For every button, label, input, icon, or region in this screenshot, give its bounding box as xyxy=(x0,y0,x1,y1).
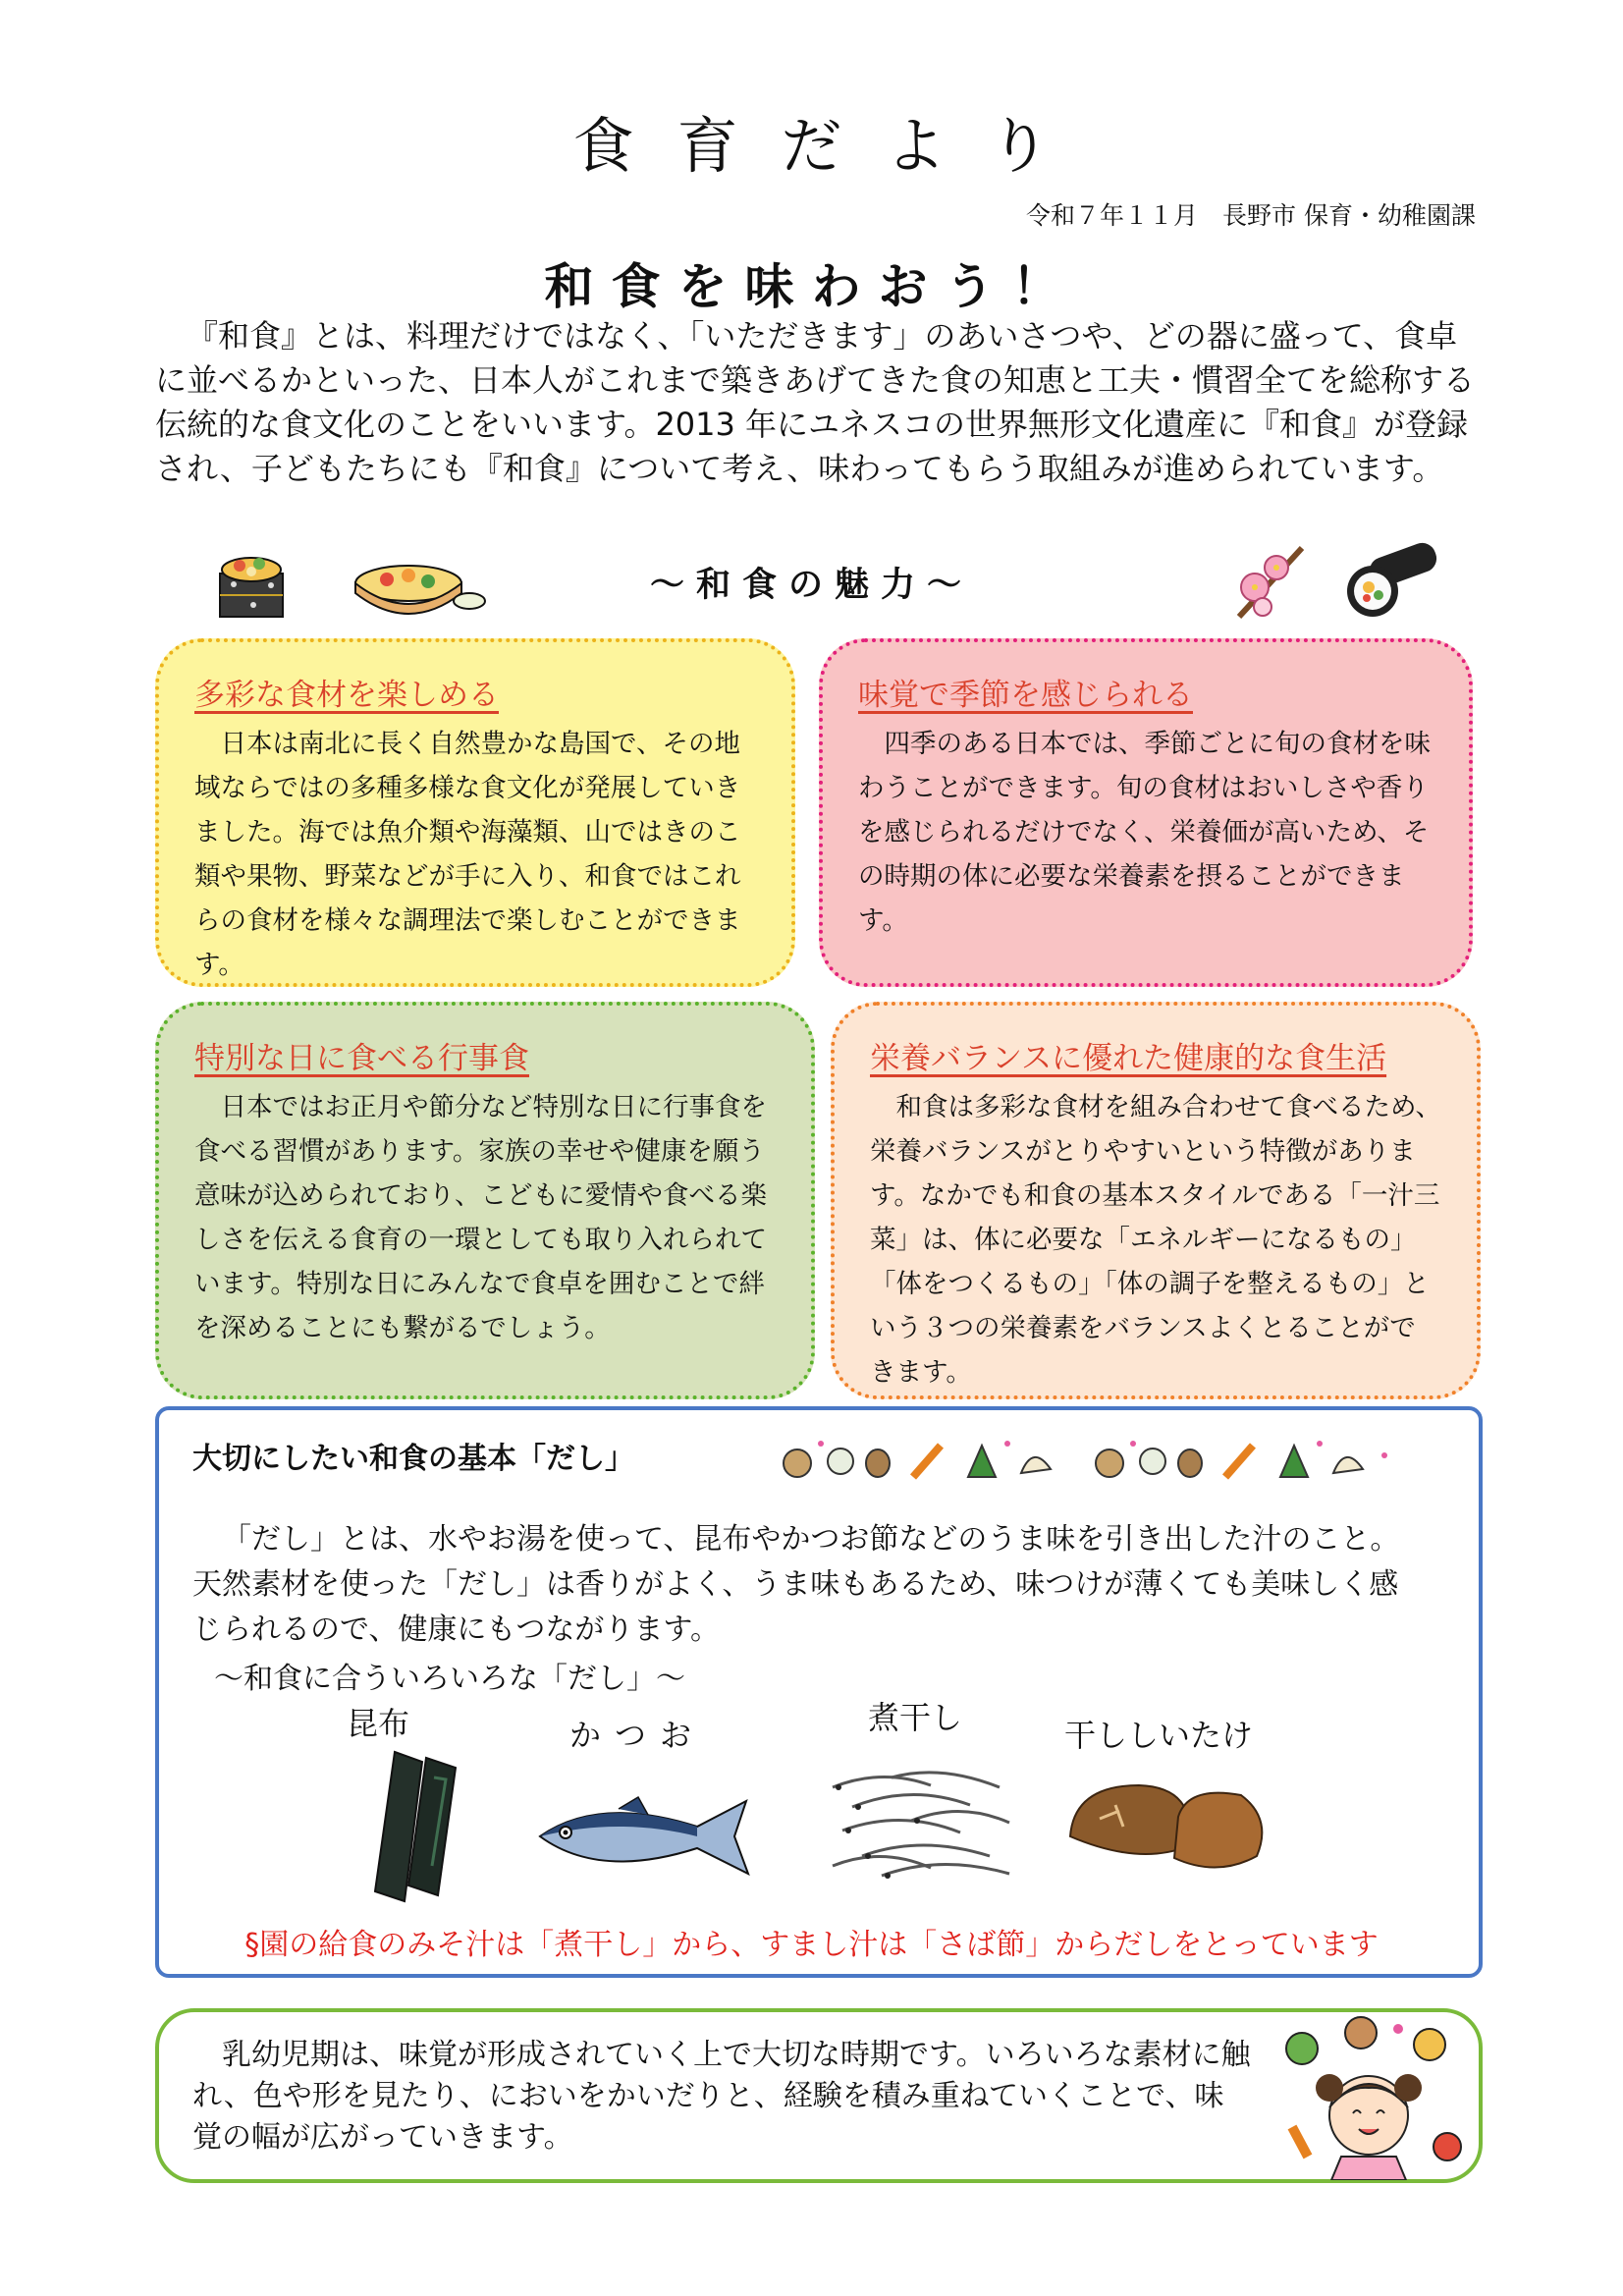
dashi-label-bonito: かつお xyxy=(569,1717,706,1754)
feature-box-tastes xyxy=(155,638,795,987)
feature-body-events: 日本ではお正月や節分など特別な日に行事食を食べる習慣があります。家族の幸せや健康を願う意味が込められており、こどもに愛情や食べる楽しさを伝える食育の一環としても取り入れられています。特別な日にみんなで食卓を囲むことで絆を深めることにも繋がるでしょう。 xyxy=(194,1092,767,1343)
feature-box-events xyxy=(155,1002,815,1399)
feature-title-tastes: 多彩な食材を楽しめる xyxy=(194,678,499,713)
feature-body-tastes: 日本は南北に長く自然豊かな島国で、その地域ならではの多種多様な食文化が発展していきました。海では魚介類や海藻類、山ではきのこ類や果物、野菜などが手に入り、和食ではこれらの食材を様々な調理法で楽しむことができます。 xyxy=(194,729,741,980)
dashi-subtitle: ～和食に合ういろいろな「だし」～ xyxy=(214,1662,685,1696)
dried-shiitake-icon xyxy=(1060,1768,1276,1886)
kombu-icon xyxy=(365,1748,463,1905)
vegetable-border-icon xyxy=(776,1434,1443,1489)
page-title: 食育だより xyxy=(572,110,1094,182)
feature-title-events: 特別な日に食べる行事食 xyxy=(194,1041,529,1076)
dashi-label-shiitake: 干ししいたけ xyxy=(1064,1717,1254,1754)
bonito-icon xyxy=(530,1787,766,1886)
issue-date-line: 令和７年１１月 長野市 保育・幼稚園課 xyxy=(1026,201,1476,230)
intro-paragraph: 『和食』とは、料理だけではなく、「いただきます」のあいさつや、どの器に盛って、食卓に並べるかといった、日本人がこれまで築きあげてきた食の知恵と工夫・慣習全てを総称する伝統的な食文化のことをいいます。2013 年にユネスコの世界無形文化遺産に『和食』が登録され、子どもたちにも『和食』について考え、味わってもらう取組みが進められています。 xyxy=(155,317,1476,487)
dashi-label-niboshi: 煮干し xyxy=(868,1699,963,1736)
feature-title-season: 味覚で季節を感じられる xyxy=(858,678,1193,713)
plum-blossom-icon xyxy=(1233,538,1322,621)
feature-title-balance: 栄養バランスに優れた健康的な食生活 xyxy=(870,1041,1387,1076)
dashi-description: 「だし」とは、水やお湯を使って、昆布やかつお節などのうま味を引き出した汁のこと。天然素材を使った「だし」は香りがよく、うま味もあるため、味つけが薄くても美味しく感じられるので、健康にもつながります。 xyxy=(192,1522,1400,1647)
jubako-icon xyxy=(214,548,295,621)
child-with-vegetables-icon xyxy=(1272,2009,1469,2180)
feature-box-season xyxy=(819,638,1473,987)
niboshi-icon xyxy=(823,1758,1019,1895)
chirashi-sushi-icon xyxy=(352,554,489,619)
feature-box-balance xyxy=(831,1002,1481,1399)
feature-body-season: 四季のある日本では、季節ごとに旬の食材を味わうことができます。旬の食材はおいしさや香りを感じられるだけでなく、栄養価が高いため、その時期の体に必要な栄養素を摂ることができます。 xyxy=(858,729,1431,936)
feature-body-balance: 和食は多彩な食材を組み合わせて食べるため、栄養バランスがとりやすいという特徴があります。なかでも和食の基本スタイルである「一汁三菜」は、体に必要な「エネルギーになるもの」「体をつくるもの」「体の調子を整えるもの」という３つの栄養素をバランスよくとることができます。 xyxy=(870,1092,1441,1388)
headline: 和食を味わおう！ xyxy=(544,258,1079,315)
dashi-title: 大切にしたい和食の基本「だし」 xyxy=(192,1442,634,1476)
dashi-note: §園の給食のみそ汁は「煮干し」から、すまし汁は「さば節」からだしをとっています xyxy=(244,1928,1379,1962)
ehomaki-icon xyxy=(1339,542,1447,623)
dashi-label-kombu: 昆布 xyxy=(347,1705,410,1742)
section-title-miryoku: ～和食の魅力～ xyxy=(649,566,973,605)
closing-text: 乳幼児期は、味覚が形成されていく上で大切な時期です。いろいろな素材に触れ、色や形を見たり、においをかいだりと、経験を積み重ねていくことで、味覚の幅が広がっていきます。 xyxy=(192,2038,1251,2155)
